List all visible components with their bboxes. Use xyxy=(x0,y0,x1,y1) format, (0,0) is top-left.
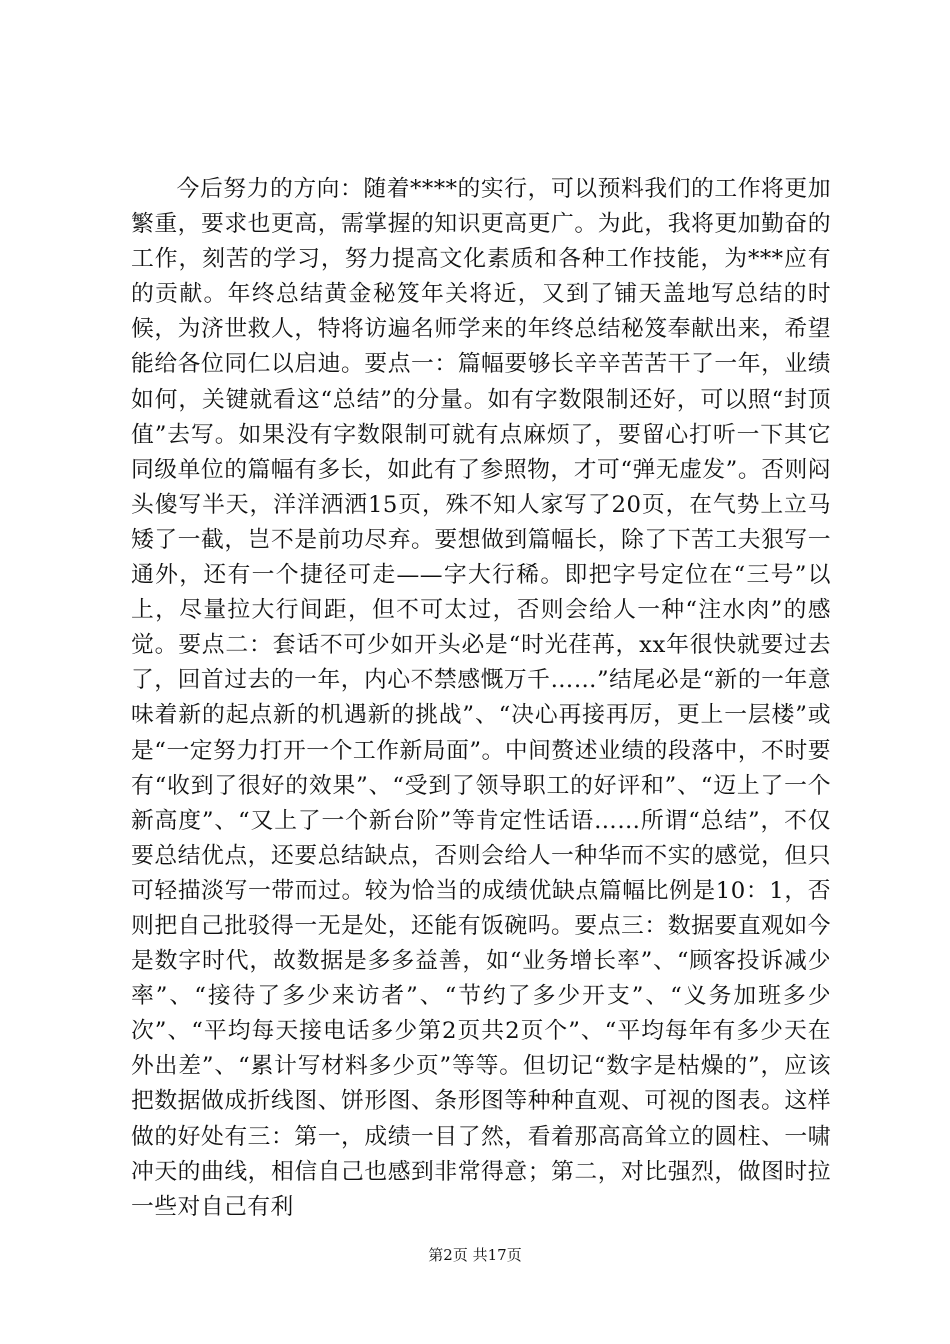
page-number-footer: 第2页 共17页 xyxy=(428,1246,522,1264)
body-paragraph: 今后努力的方向：随着****的实行，可以预料我们的工作将更加繁重，要求也更高，需掌握的知识更高更广。为此，我将更加勤奋的工作，刻苦的学习，努力提高文化素质和各种工作技能，为***应有的贡献。年终总结黄金秘笈年关将近，又到了铺天盖地写总结的时候，为济世救人，特将访遍名师学来的年终总结秘笈奉献出来，希望能给各位同仁以启迪。要点一：篇幅要够长辛辛苦苦干了一年，业绩如何，关键就看这“总结”的分量。如有字数限制还好，可以照“封顶值”去写。如果没有字数限制可就有点麻烦了，要留心打听一下其它同级单位的篇幅有多长，如此有了参照物，才可“弹无虚发”。否则闷头傻写半天，洋洋洒洒15页，殊不知人家写了20页，在气势上立马矮了一截，岂不是前功尽弃。要想做到篇幅长，除了下苦工夫狠写一通外，还有一个捷径可走——字大行稀。即把字号定位在“三号”以上，尽量拉大行间距，但不可太过，否则会给人一种“注水肉”的感觉。要点二：套话不可少如开头必是“时光荏苒，xx年很快就要过去了，回首过去的一年，内心不禁感慨万千……”结尾必是“新的一年意味着新的起点新的机遇新的挑战”、“决心再接再厉，更上一层楼”或是“一定努力打开一个工作新局面”。中间赘述业绩的段落中，不时要有“收到了很好的效果”、“受到了领导职工的好评和”、“迈上了一个新高度”、“又上了一个新台阶”等肯定性话语……所谓“总结”，不仅要总结优点，还要总结缺点，否则会给人一种华而不实的感觉，但只可轻描淡写一带而过。较为恰当的成绩优缺点篇幅比例是10：1，否则把自己批驳得一无是处，还能有饭碗吗。要点三：数据要直观如今是数字时代，故数据是多多益善，如“业务增长率”、“顾客投诉减少率”、“接待了多少来访者”、“节约了多少开支”、“义务加班多少次”、“平均每天接电话多少第2页共2页个”、“平均每年有多少天在外出差”、“累计写材料多少页”等等。但切记“数字是枯燥的”，应该把数据做成折线图、饼形图、条形图等种种直观、可视的图表。这样做的好处有三：第一，成绩一目了然，看着那高高耸立的圆柱、一啸冲天的曲线，相信自己也感到非常得意；第二，对比强烈，做图时拉一些对自己有利 xyxy=(131,176,831,1220)
